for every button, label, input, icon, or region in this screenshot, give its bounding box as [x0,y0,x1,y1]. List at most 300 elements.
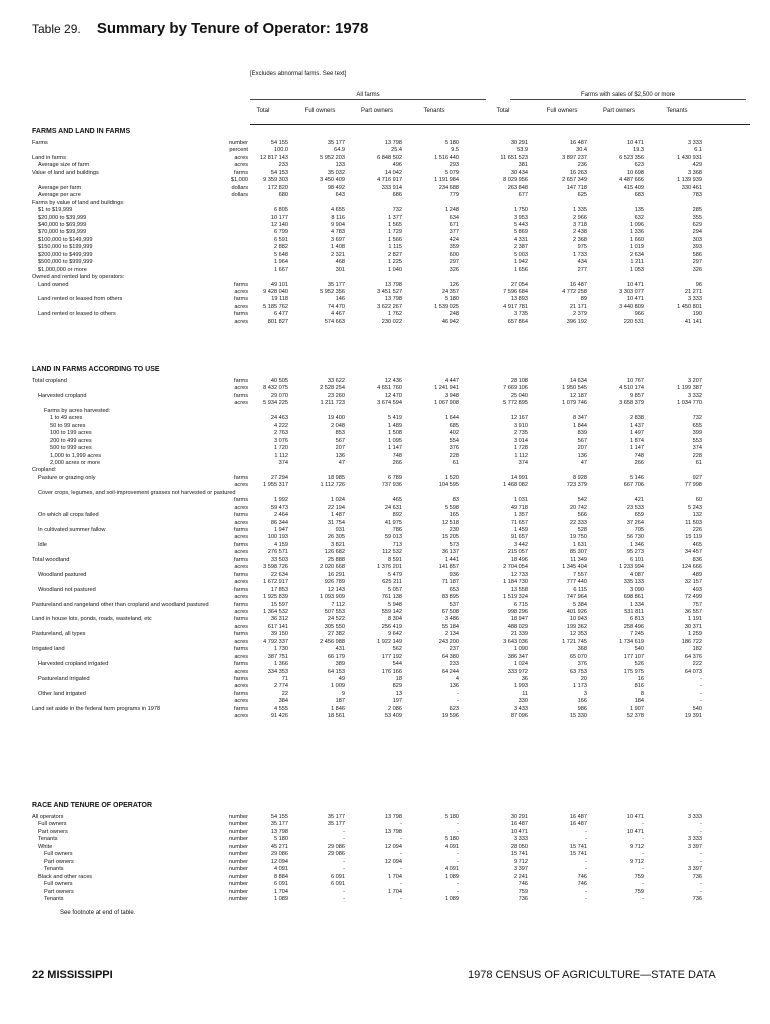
row-label: Harvested cropland irrigated [38,661,109,668]
row-unit: $1,000 [230,177,248,184]
table-row [32,836,750,843]
row-value: 1 241 941 [434,385,459,392]
row-value: 294 [692,229,702,236]
row-value: 2 774 [274,683,288,690]
row-label: Total cropland [32,378,67,384]
row-value: 33 622 [327,378,345,384]
table-row [32,155,750,162]
row-value: 1 844 [573,422,587,429]
row-value: 801 827 [267,318,288,325]
row-value: 13 798 [384,140,402,146]
row-label: $100,000 to $149,999 [38,236,93,243]
row-value: 25 040 [510,392,528,399]
row-value: 11 503 [685,519,702,526]
table-subtitle: [Excludes abnormal farms. See text] [250,71,347,77]
row-value: 297 [692,259,702,266]
row-value: 600 [449,251,459,258]
row-unit: acres [234,594,248,601]
row-value: 5 180 [445,836,459,843]
row-value: 4 467 [331,311,345,318]
row-label: Tenants [44,866,64,873]
row-value: 54 155 [270,140,288,146]
row-value: 5 180 [445,140,459,146]
row-value: - [700,690,702,697]
row-label: $500,000 to $999,999 [38,259,93,266]
row-value: 83 895 [441,594,459,601]
row-value: 5 185 762 [263,303,288,310]
row-value: 540 [692,705,702,712]
row-value: - [700,828,702,835]
row-value: 2 368 [573,236,587,243]
row-value: 16 487 [510,821,528,828]
row-value: 1 992 [274,497,288,504]
row-value: - [457,881,459,888]
row-value: 2 704 054 [503,564,528,571]
row-value: 5 079 [445,169,459,176]
row-value: - [400,866,402,873]
row-value: 1 024 [331,497,345,504]
row-value: 3 735 [514,311,528,318]
row-value: 182 [692,646,702,653]
row-value: 9 [341,690,345,697]
row-value: 6 101 [630,556,644,563]
row-value: 936 [449,571,459,578]
row-value: 87 096 [510,713,528,720]
table-row [32,579,750,586]
row-value: 1 147 [388,445,402,452]
row-unit: acres [234,549,248,556]
row-value: 8 884 [274,873,288,880]
row-label: $40,000 to $69,999 [38,221,87,228]
row-value: 15 741 [510,851,528,858]
row-value: 653 [449,586,459,593]
table-row [32,624,750,631]
row-value: 559 142 [381,608,402,615]
row-value: 1 248 [445,207,459,214]
row-value: 6 115 [573,586,587,593]
row-value: 3 368 [688,169,702,176]
row-value: 1 437 [630,422,644,429]
row-value: - [400,821,402,828]
row-value: 1 225 [388,259,402,266]
row-value: 176 166 [381,668,402,675]
row-value: - [700,881,702,888]
row-value: 1 964 [274,259,288,266]
row-unit: number [229,814,248,820]
row-value: 18 561 [327,713,345,720]
row-label: Average per farm [38,184,82,191]
row-value: 15 330 [569,713,587,720]
row-value: 141 857 [438,564,459,571]
row-value: 9 712 [630,858,644,865]
row-value: 1 112 [514,452,528,459]
row-label: Land set aside in the federal farm programs in 1978 [32,705,161,712]
row-value: 83 [452,497,459,504]
row-value: - [400,851,402,858]
row-value: 266 [392,459,402,466]
row-value: 657 864 [507,318,528,325]
table-row [32,274,750,281]
table-row [32,482,750,489]
row-value: - [457,690,459,697]
row-value: 220 531 [623,318,644,325]
row-value: 5 772 895 [503,400,528,407]
row-unit: farms [234,646,248,653]
row-value: 4 555 [274,705,288,712]
row-value: 553 [692,437,702,444]
row-value: 554 [449,437,459,444]
row-value: 215 057 [507,549,528,556]
row-unit: dollars [231,192,248,199]
row-value: 100 193 [267,534,288,541]
row-unit: farms [234,601,248,608]
row-value: 8 [640,690,644,697]
table-row [32,237,750,244]
row-value: 12 143 [327,586,345,593]
row-unit: farms [234,690,248,697]
row-value: 36 137 [441,549,459,556]
table-row [32,244,750,251]
row-unit: acres [234,608,248,615]
row-value: 5 648 [274,251,288,258]
row-value: - [585,828,587,835]
row-value: 36 [521,676,528,682]
row-value: 335 133 [623,579,644,586]
row-value: 293 [449,162,459,169]
table-row [32,393,750,400]
row-label: Woodland pastured [38,571,87,578]
row-value: 175 975 [623,668,644,675]
row-value: 732 [392,207,402,214]
row-value: 1 089 [274,895,288,902]
row-unit: number [229,828,248,835]
row-value: 177 107 [623,653,644,660]
row-value: 16 291 [327,571,345,578]
row-value: 16 487 [569,814,587,820]
table-row [32,423,750,430]
row-label: Cropland: [32,467,57,474]
row-value: 2 528 254 [320,385,345,392]
row-value: 21 271 [684,289,702,295]
row-value: 13 798 [384,281,402,288]
row-value: 186 722 [681,638,702,645]
row-value: 59 013 [384,534,402,541]
row-value: 12 167 [510,415,528,422]
row-value: 72 499 [684,594,702,601]
row-label: Full owners [44,881,73,888]
row-value: 187 [335,698,345,705]
table-row [32,661,750,668]
row-label: 1,000 to 1,999 acres [50,452,102,459]
row-unit: acres [234,683,248,690]
row-value: 1 459 [514,527,528,533]
row-unit: acres [234,162,248,169]
row-value: 402 [449,430,459,437]
row-value: 35 032 [327,169,345,176]
row-value: 1 191 984 [434,177,459,184]
row-value: 136 [449,683,459,690]
row-value: 165 [449,512,459,519]
row-unit: acres [234,534,248,541]
column-head: Tenants [423,108,445,114]
row-value: 1 430 931 [677,154,702,161]
row-value: - [700,851,702,858]
row-value: 4 792 337 [263,638,288,645]
row-value: 1 334 [630,601,644,608]
row-value: 11 349 [570,556,587,563]
row-value: 65 070 [569,653,587,660]
row-value: 1 211 [630,259,644,266]
row-label: Land owned [38,281,69,288]
row-value: - [642,836,644,843]
row-value: 4 783 [331,229,345,236]
row-label: Land in farms [32,154,66,161]
row-value: 91 657 [510,534,528,541]
row-value: 507 553 [324,608,345,615]
row-value: 234 688 [438,184,459,191]
row-value: 4 447 [445,378,459,384]
row-label: Cover crops, legumes, and soil-improvement grasses not harvested or pastured [38,489,236,496]
table-row [32,594,750,601]
row-value: 537 [449,601,459,608]
column-head: Full owners [546,108,578,114]
row-value: 659 [634,512,644,519]
table-row [32,829,750,836]
row-value: 643 [335,192,345,199]
row-value: 41 975 [384,519,402,526]
row-value: 3 451 527 [377,289,402,295]
table-row [32,267,750,274]
row-value: 20 742 [569,504,587,511]
row-value: 3 397 [688,843,702,850]
row-value: 3 622 267 [377,303,402,310]
row-value: 389 [335,661,345,668]
table-row [32,512,750,519]
row-value: 489 [692,571,702,578]
row-value: 71 657 [510,519,528,526]
row-value: 1 040 [388,266,402,273]
table-row [32,185,750,192]
row-value: 12 094 [384,858,402,865]
row-value: 98 492 [327,184,345,191]
row-value: 11 [522,690,528,697]
row-value: 421 [634,497,644,504]
row-value: 77 998 [684,482,702,489]
row-value: 30 371 [684,623,702,630]
row-value: 14 991 [510,474,528,481]
row-value: 488 029 [507,623,528,630]
row-value: 22 634 [270,571,288,578]
table-row [32,844,750,851]
row-value: 4 159 [274,541,288,548]
row-value: 12 140 [270,221,288,228]
row-value: 256 419 [381,623,402,630]
row-value: 3 333 [514,836,528,843]
row-value: 465 [392,497,402,504]
row-label: Farms by value of land and buildings: [32,199,125,206]
row-label: 2,000 acres or more [50,459,101,466]
row-value: 7 245 [630,631,644,638]
row-label: $150,000 to $199,999 [38,244,93,251]
row-label: White [38,843,53,850]
row-value: 1 139 939 [677,177,702,184]
row-label: Other land irrigated [38,690,86,697]
row-value: 7 669 106 [503,385,528,392]
row-value: 333 914 [381,184,402,191]
row-value: 680 [278,192,288,199]
row-value: 1 721 745 [562,638,587,645]
row-value: 779 [449,192,459,199]
row-value: 2 241 [514,873,528,880]
row-label: On which all crops failed [38,512,99,519]
row-value: 4 651 760 [377,385,402,392]
row-value: 303 [692,236,702,243]
row-value: 667 706 [623,482,644,489]
row-value: 207 [577,445,587,452]
row-value: 6 591 [274,236,288,243]
table-row [32,296,750,303]
row-value: 124 666 [681,564,702,571]
row-value: 3 450 409 [320,177,345,184]
table-row [32,821,750,828]
row-value: 3 303 077 [619,289,644,295]
row-value: 6 523 356 [619,154,644,161]
row-value: 45 271 [270,843,288,850]
row-value: 1 441 [445,556,459,563]
row-value: 29 070 [270,392,288,399]
row-label: 500 to 999 acres [50,445,92,452]
row-value: 91 426 [270,713,288,720]
row-label: $200,000 to $499,999 [38,251,93,258]
row-value: 1 024 [514,661,528,668]
row-value: 757 [692,601,702,608]
row-value: 3 953 [514,214,528,221]
row-value: 5 443 [514,221,528,228]
row-value: - [585,836,587,843]
row-value: 3 397 [688,866,702,873]
row-unit: farms [234,169,248,176]
row-value: 975 [577,244,587,251]
row-value: 1 644 [445,415,459,422]
row-value: 112 532 [382,549,402,556]
table-row [32,587,750,594]
row-value: 1 468 082 [503,482,528,489]
row-label: Tenants [38,836,58,843]
row-label: 1 to 49 acres [50,415,83,422]
row-value: 230 [449,527,459,533]
row-unit: number [229,881,248,888]
row-value: 3 090 [630,586,644,593]
row-unit: farms [234,705,248,712]
row-value: 135 [634,207,644,214]
row-value: 19 750 [569,534,587,541]
row-value: 566 [577,512,587,519]
row-value: 1 720 [274,445,288,452]
row-value: 4 331 [514,236,528,243]
row-value: 34 457 [684,549,702,556]
row-value: 1 147 [630,445,644,452]
row-value: 1 034 770 [677,400,702,407]
table-row [32,698,750,705]
row-value: 126 [449,281,459,288]
row-value: 15 597 [270,601,288,608]
row-value: 625 211 [382,579,402,586]
table-row [32,252,750,259]
row-value: 49 101 [270,281,288,288]
row-unit: farms [234,527,248,533]
row-value: 35 177 [327,140,345,146]
row-value: 5 869 [514,229,528,236]
row-value: 228 [692,452,702,459]
row-value: 9 428 040 [263,289,288,295]
row-value: 64 073 [684,668,702,675]
row-value: 53 409 [384,713,402,720]
row-value: 746 [518,881,528,888]
row-value: 816 [634,683,644,690]
row-value: 623 [449,705,459,712]
row-value: 465 [692,541,702,548]
row-value: 5 384 [573,601,587,608]
row-value: 258 496 [623,623,644,630]
row-label: Average size of farm [38,162,90,169]
row-value: 13 893 [510,296,528,303]
row-value: 2 882 [274,244,288,251]
table-row [32,713,750,720]
row-value: 9 904 [331,221,345,228]
column-group-sales-2500: Farms with sales of $2,500 or more [510,92,746,100]
row-value: 1 115 [388,244,402,251]
row-value: 7 112 [331,601,345,608]
row-value: 2 048 [331,422,345,429]
row-value: 374 [518,459,528,466]
row-value: 30 291 [510,814,528,820]
row-value: 736 [518,895,528,902]
row-unit: farms [234,586,248,593]
row-value: 5 146 [630,474,644,481]
row-value: 4 772 258 [562,289,587,295]
row-value: 634 [449,214,459,221]
table-row [32,311,750,318]
row-value: 19.3 [633,147,644,154]
row-value: 376 [577,661,587,668]
row-value: 1 762 [388,311,402,318]
row-value: 1 450 801 [677,303,702,310]
row-value: 15 119 [685,534,702,541]
row-value: 12 733 [510,571,528,578]
row-value: 6 848 502 [377,154,402,161]
row-value: 2 763 [274,430,288,437]
row-value: 586 [692,251,702,258]
row-value: 777 440 [566,579,587,586]
row-unit: farms [234,474,248,481]
row-value: 1 704 [388,873,402,880]
row-value: 146 [335,296,345,303]
row-value: 1 335 [573,207,587,214]
row-value: 15 741 [569,843,587,850]
row-value: 629 [692,221,702,228]
row-unit: farms [234,571,248,578]
table-row [32,385,750,392]
table-row [32,542,750,549]
table-row [32,889,750,896]
row-value: 746 [577,873,587,880]
row-value: 2 464 [274,512,288,519]
row-value: 927 [692,474,702,481]
table-heading: Summary by Tenure of Operator: 1978 [96,20,369,37]
row-value: - [400,836,402,843]
row-value: 1 497 [630,430,644,437]
table-row [32,430,750,437]
